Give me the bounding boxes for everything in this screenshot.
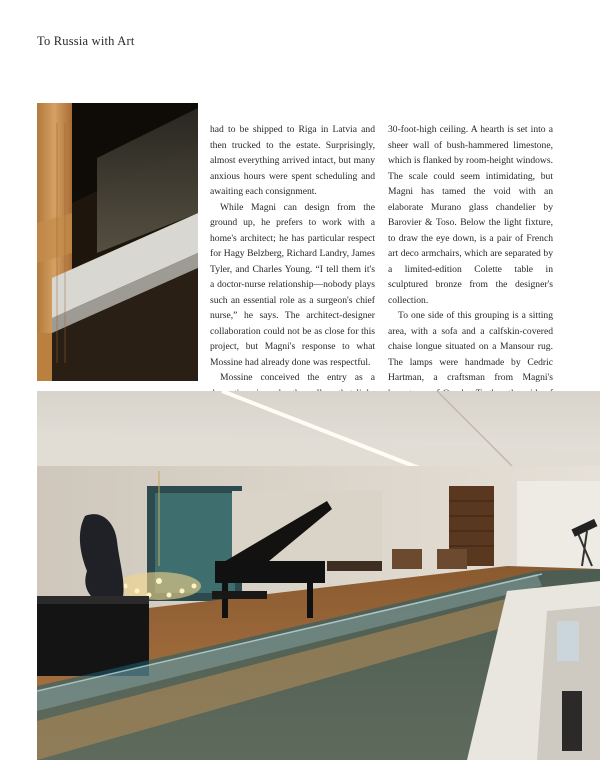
column1-paragraph-3: Mossine conceived the entry as a [220,372,375,383]
exterior-balcony-photo [37,103,198,381]
column1-paragraph-1: had to be shipped to Riga in Latvia and then trucked to the estate. Surprisingly, almost everything arrived intact, but many anxious hours were spent scheduling and awaiting each consignment. [210,124,375,197]
column2-paragraph-2: To one side of this grouping is a sitting area, with a sofa and a calfskin-covered chaise longue situated on a Mansour rug. The lamps were handmade by Cedric Hartman, a craftsman from Magni's [388,310,553,383]
running-head: To Russia with Art [37,34,135,48]
column2-paragraph-1: 30-foot-high ceiling. A hearth is set into a sheer wall of bush-hammered limestone, which is flanked by room-height windows. The scale could seem intimidating, but Magni has tamed the void with an elaborate Murano glass chandelier by Barovier & Toso. Below the light fixture, to draw the eye down, is a pair of French art deco armchairs, which are separated by a limited-edition Colette table in sculptured bronze from the designer's collection. [388,124,553,306]
great-room-photo [37,391,600,760]
column1-paragraph-2: While Magni can design from the ground up, he prefers to work with a home's architect; he has particular respect for Hagy Belzberg, Richard Landry, James Tyler, and Charles Young. “I tell them it's a doctor-nurse relationship—nobody plays such an essential role as a surgeon's chief nurse,” he says. The architect-designer collaboration could not be as close for this project, but Magni's response to what Mossine had already done was respectful. [210,201,375,368]
